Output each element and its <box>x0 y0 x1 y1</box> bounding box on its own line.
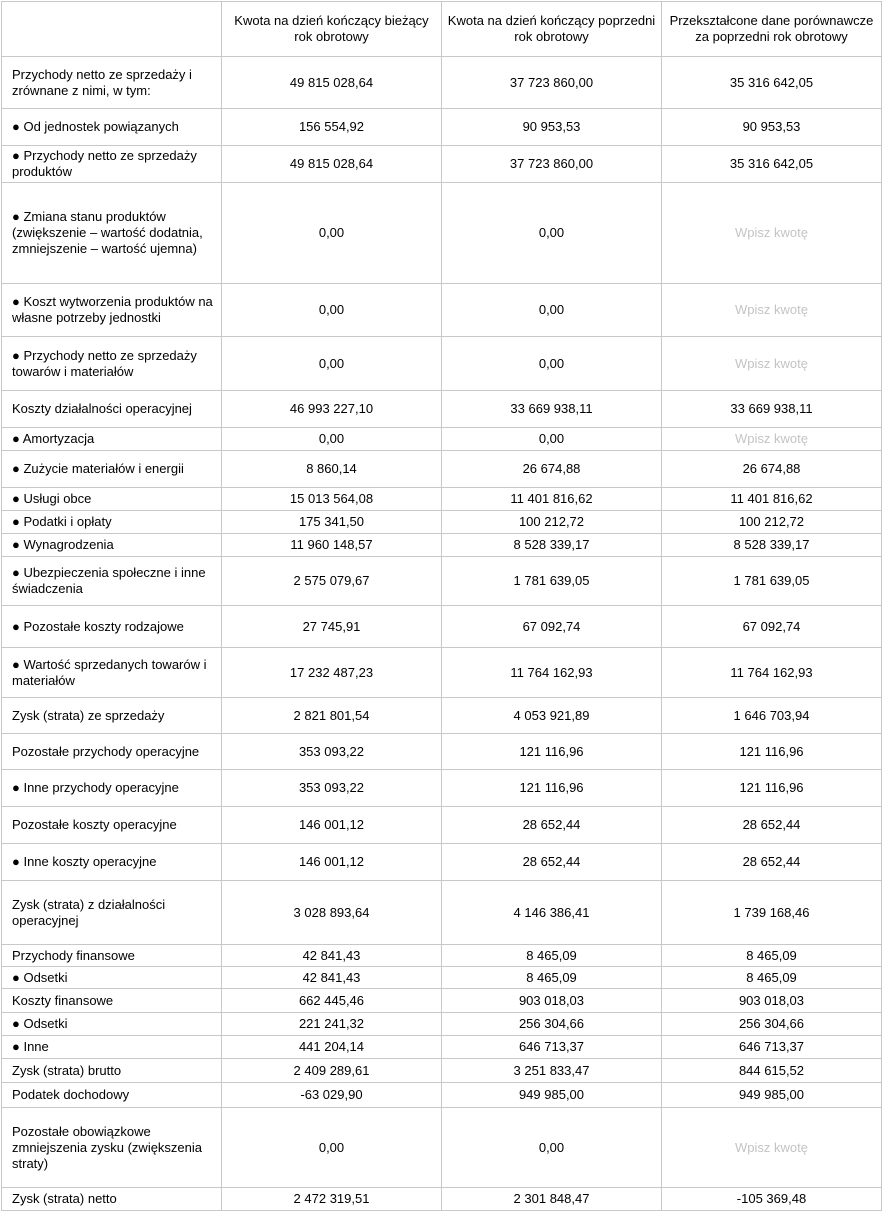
restated-value[interactable]: 1 781 639,05 <box>662 557 882 606</box>
header-row <box>2 2 882 57</box>
previous-year-value[interactable]: 11 401 816,62 <box>442 488 662 511</box>
restated-value[interactable]: 26 674,88 <box>662 451 882 488</box>
previous-year-value[interactable]: 100 212,72 <box>442 511 662 534</box>
current-year-value[interactable]: 156 554,92 <box>222 109 442 146</box>
row-label: Zysk (strata) ze sprzedaży <box>2 698 222 734</box>
table-row <box>2 488 882 511</box>
restated-value[interactable]: 1 646 703,94 <box>662 698 882 734</box>
header-previous-year: Kwota na dzień kończący poprzedni rok obrotowy <box>442 2 662 57</box>
current-year-value[interactable]: 42 841,43 <box>222 945 442 967</box>
row-label: Pozostałe koszty operacyjne <box>2 807 222 844</box>
table-row <box>2 648 882 698</box>
current-year-value[interactable]: 46 993 227,10 <box>222 391 442 428</box>
profit-loss-table <box>1 1 882 1211</box>
current-year-value[interactable]: 0,00 <box>222 337 442 391</box>
current-year-value[interactable]: 0,00 <box>222 183 442 284</box>
previous-year-value[interactable]: 33 669 938,11 <box>442 391 662 428</box>
previous-year-value[interactable]: 67 092,74 <box>442 606 662 648</box>
row-label: Zysk (strata) brutto <box>2 1059 222 1083</box>
row-label: Pozostałe obowiązkowe zmniejszenia zysku (zwiększenia straty) <box>2 1108 222 1188</box>
row-label: ● Usługi obce <box>2 488 222 511</box>
row-label: ● Zużycie materiałów i energii <box>2 451 222 488</box>
row-label: Pozostałe przychody operacyjne <box>2 734 222 770</box>
restated-value[interactable]: 1 739 168,46 <box>662 881 882 945</box>
header-current-year: Kwota na dzień kończący bieżący rok obrotowy <box>222 2 442 57</box>
previous-year-value[interactable]: 0,00 <box>442 284 662 337</box>
current-year-value[interactable]: 353 093,22 <box>222 770 442 807</box>
restated-value[interactable]: -105 369,48 <box>662 1188 882 1211</box>
restated-value[interactable]: 67 092,74 <box>662 606 882 648</box>
current-year-value[interactable]: 27 745,91 <box>222 606 442 648</box>
row-label: ● Podatki i opłaty <box>2 511 222 534</box>
previous-year-value[interactable]: 0,00 <box>442 337 662 391</box>
row-label: ● Ubezpieczenia społeczne i inne świadczenia <box>2 557 222 606</box>
table-row <box>2 1188 882 1211</box>
restated-value[interactable]: 949 985,00 <box>662 1083 882 1108</box>
restated-amount-placeholder[interactable]: Wpisz kwotę <box>662 183 882 284</box>
restated-amount-placeholder[interactable]: Wpisz kwotę <box>662 337 882 391</box>
row-label: ● Amortyzacja <box>2 428 222 451</box>
restated-value[interactable]: 11 764 162,93 <box>662 648 882 698</box>
previous-year-value[interactable]: 121 116,96 <box>442 770 662 807</box>
current-year-value[interactable]: -63 029,90 <box>222 1083 442 1108</box>
row-label: ● Wartość sprzedanych towarów i materiałów <box>2 648 222 698</box>
previous-year-value[interactable]: 4 053 921,89 <box>442 698 662 734</box>
row-label: Podatek dochodowy <box>2 1083 222 1108</box>
previous-year-value[interactable]: 121 116,96 <box>442 734 662 770</box>
current-year-value[interactable]: 175 341,50 <box>222 511 442 534</box>
restated-value[interactable]: 844 615,52 <box>662 1059 882 1083</box>
header-label-column <box>2 2 222 57</box>
row-label: Zysk (strata) netto <box>2 1188 222 1211</box>
restated-value[interactable]: 100 212,72 <box>662 511 882 534</box>
table-row <box>2 451 882 488</box>
current-year-value[interactable]: 0,00 <box>222 1108 442 1188</box>
previous-year-value[interactable]: 646 713,37 <box>442 1036 662 1059</box>
row-label: ● Inne przychody operacyjne <box>2 770 222 807</box>
previous-year-value[interactable]: 11 764 162,93 <box>442 648 662 698</box>
previous-year-value[interactable]: 37 723 860,00 <box>442 57 662 109</box>
current-year-value[interactable]: 42 841,43 <box>222 967 442 989</box>
table-row <box>2 183 882 284</box>
previous-year-value[interactable]: 0,00 <box>442 428 662 451</box>
current-year-value[interactable]: 49 815 028,64 <box>222 57 442 109</box>
table-row <box>2 967 882 989</box>
restated-value[interactable]: 121 116,96 <box>662 770 882 807</box>
previous-year-value[interactable]: 26 674,88 <box>442 451 662 488</box>
table-row <box>2 945 882 967</box>
previous-year-value[interactable]: 4 146 386,41 <box>442 881 662 945</box>
row-label: ● Odsetki <box>2 1013 222 1036</box>
table-row <box>2 1083 882 1108</box>
table-row <box>2 606 882 648</box>
restated-value[interactable]: 8 465,09 <box>662 967 882 989</box>
row-label: Przychody netto ze sprzedaży i zrównane z nimi, w tym: <box>2 57 222 109</box>
restated-value[interactable]: 256 304,66 <box>662 1013 882 1036</box>
current-year-value[interactable]: 8 860,14 <box>222 451 442 488</box>
row-label: ● Przychody netto ze sprzedaży towarów i materiałów <box>2 337 222 391</box>
row-label: ● Inne koszty operacyjne <box>2 844 222 881</box>
table-row <box>2 534 882 557</box>
previous-year-value[interactable]: 8 465,09 <box>442 967 662 989</box>
row-label: ● Przychody netto ze sprzedaży produktów <box>2 146 222 183</box>
previous-year-value[interactable]: 2 301 848,47 <box>442 1188 662 1211</box>
table-row <box>2 146 882 183</box>
previous-year-value[interactable]: 256 304,66 <box>442 1013 662 1036</box>
restated-value[interactable]: 8 528 339,17 <box>662 534 882 557</box>
row-label: ● Pozostałe koszty rodzajowe <box>2 606 222 648</box>
previous-year-value[interactable]: 949 985,00 <box>442 1083 662 1108</box>
row-label: Zysk (strata) z działalności operacyjnej <box>2 881 222 945</box>
current-year-value[interactable]: 2 472 319,51 <box>222 1188 442 1211</box>
table-row <box>2 844 882 881</box>
current-year-value[interactable]: 0,00 <box>222 284 442 337</box>
table-row <box>2 1108 882 1188</box>
current-year-value[interactable]: 49 815 028,64 <box>222 146 442 183</box>
current-year-value[interactable]: 146 001,12 <box>222 844 442 881</box>
restated-amount-placeholder[interactable]: Wpisz kwotę <box>662 428 882 451</box>
table-row <box>2 1036 882 1059</box>
restated-value[interactable]: 121 116,96 <box>662 734 882 770</box>
row-label: Przychody finansowe <box>2 945 222 967</box>
current-year-value[interactable]: 0,00 <box>222 428 442 451</box>
row-label: ● Odsetki <box>2 967 222 989</box>
restated-value[interactable]: 33 669 938,11 <box>662 391 882 428</box>
restated-amount-placeholder[interactable]: Wpisz kwotę <box>662 284 882 337</box>
current-year-value[interactable]: 662 445,46 <box>222 989 442 1013</box>
row-label: ● Wynagrodzenia <box>2 534 222 557</box>
row-label: Koszty finansowe <box>2 989 222 1013</box>
table-row <box>2 391 882 428</box>
current-year-value[interactable]: 2 409 289,61 <box>222 1059 442 1083</box>
previous-year-value[interactable]: 8 528 339,17 <box>442 534 662 557</box>
table-row <box>2 337 882 391</box>
table-row <box>2 557 882 606</box>
previous-year-value[interactable]: 0,00 <box>442 1108 662 1188</box>
table-row <box>2 284 882 337</box>
current-year-value[interactable]: 2 575 079,67 <box>222 557 442 606</box>
current-year-value[interactable]: 17 232 487,23 <box>222 648 442 698</box>
current-year-value[interactable]: 3 028 893,64 <box>222 881 442 945</box>
current-year-value[interactable]: 2 821 801,54 <box>222 698 442 734</box>
restated-value[interactable]: 28 652,44 <box>662 807 882 844</box>
previous-year-value[interactable]: 8 465,09 <box>442 945 662 967</box>
restated-value[interactable]: 28 652,44 <box>662 844 882 881</box>
restated-value[interactable]: 903 018,03 <box>662 989 882 1013</box>
previous-year-value[interactable]: 903 018,03 <box>442 989 662 1013</box>
current-year-value[interactable]: 15 013 564,08 <box>222 488 442 511</box>
current-year-value[interactable]: 146 001,12 <box>222 807 442 844</box>
row-label: ● Od jednostek powiązanych <box>2 109 222 146</box>
previous-year-value[interactable]: 37 723 860,00 <box>442 146 662 183</box>
table-row <box>2 57 882 109</box>
previous-year-value[interactable]: 28 652,44 <box>442 807 662 844</box>
restated-value[interactable]: 35 316 642,05 <box>662 146 882 183</box>
table-row <box>2 734 882 770</box>
table-row <box>2 770 882 807</box>
restated-value[interactable]: 646 713,37 <box>662 1036 882 1059</box>
table-row <box>2 881 882 945</box>
row-label: ● Inne <box>2 1036 222 1059</box>
table-row <box>2 807 882 844</box>
previous-year-value[interactable]: 3 251 833,47 <box>442 1059 662 1083</box>
table-row <box>2 989 882 1013</box>
restated-value[interactable]: 8 465,09 <box>662 945 882 967</box>
current-year-value[interactable]: 11 960 148,57 <box>222 534 442 557</box>
previous-year-value[interactable]: 0,00 <box>442 183 662 284</box>
current-year-value[interactable]: 221 241,32 <box>222 1013 442 1036</box>
restated-value[interactable]: 90 953,53 <box>662 109 882 146</box>
row-label: ● Zmiana stanu produktów (zwiększenie – wartość dodatnia, zmniejszenie – wartość ujemna) <box>2 183 222 284</box>
table-body <box>2 57 882 1211</box>
header-restated: Przekształcone dane porównawcze za poprzedni rok obrotowy <box>662 2 882 57</box>
restated-value[interactable]: 35 316 642,05 <box>662 57 882 109</box>
previous-year-value[interactable]: 28 652,44 <box>442 844 662 881</box>
restated-value[interactable]: 11 401 816,62 <box>662 488 882 511</box>
table-row <box>2 1013 882 1036</box>
table-row <box>2 428 882 451</box>
row-label: ● Koszt wytworzenia produktów na własne potrzeby jednostki <box>2 284 222 337</box>
previous-year-value[interactable]: 90 953,53 <box>442 109 662 146</box>
table-row <box>2 1059 882 1083</box>
row-label: Koszty działalności operacyjnej <box>2 391 222 428</box>
current-year-value[interactable]: 353 093,22 <box>222 734 442 770</box>
previous-year-value[interactable]: 1 781 639,05 <box>442 557 662 606</box>
table-row <box>2 511 882 534</box>
current-year-value[interactable]: 441 204,14 <box>222 1036 442 1059</box>
restated-amount-placeholder[interactable]: Wpisz kwotę <box>662 1108 882 1188</box>
table-row <box>2 698 882 734</box>
table-row <box>2 109 882 146</box>
